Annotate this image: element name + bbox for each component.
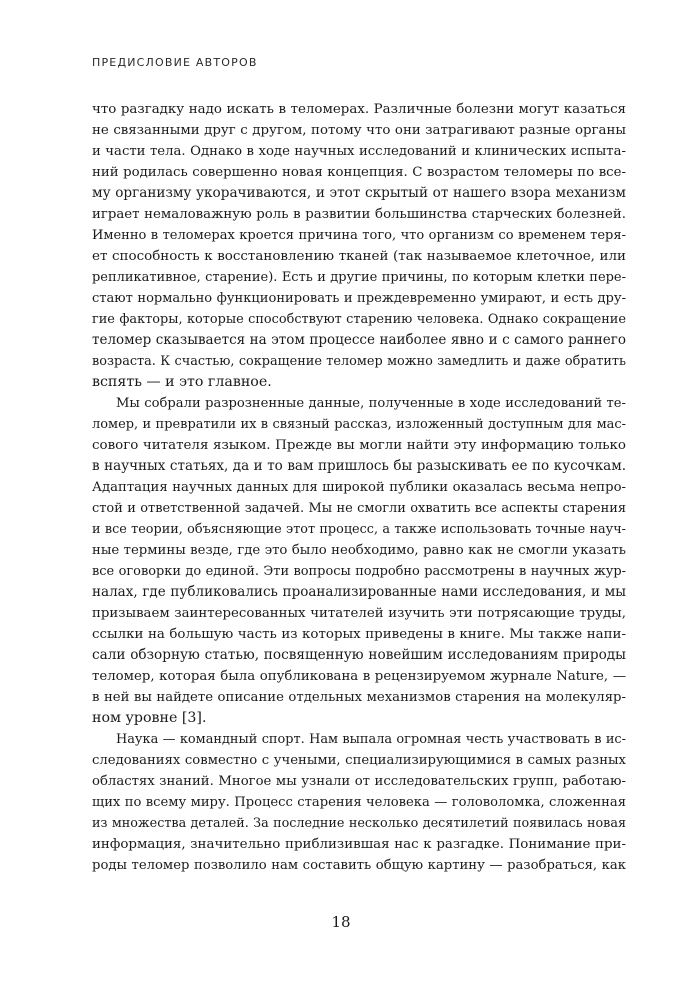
- text-line: играет немаловажную роль в развитии большинства старческих болезней.: [92, 207, 626, 222]
- text-line: Именно в теломерах кроется причина того, что организм со временем теря-: [92, 228, 626, 243]
- text-line: гие факторы, которые способствуют старению человека. Однако сокращение: [92, 312, 626, 327]
- text-line: Адаптация научных данных для широкой публики оказалась весьма непро-: [92, 480, 626, 495]
- text-line: Мы собрали разрозненные данные, полученные в ходе исследований те-: [116, 396, 626, 411]
- text-line: сали обзорную статью, посвященную новейшим исследованиям природы: [92, 647, 626, 663]
- text-line: и части тела. Однако в ходе научных исследований и клинических испыта-: [92, 144, 626, 159]
- text-line: информация, значительно приблизившая нас к разгадке. Понимание при-: [92, 837, 626, 852]
- text-line: и все теории, объясняющие этот процесс, а также использовать точные науч-: [92, 522, 626, 537]
- text-line: призываем заинтересованных читателей изучить эти потрясающие труды,: [92, 606, 626, 621]
- running-header: ПРЕДИСЛОВИЕ АВТОРОВ: [92, 56, 258, 69]
- text-line: роды теломер позволило нам составить общую картину — разобраться, как: [92, 858, 626, 873]
- text-line: теломер, которая была опубликована в рецензируемом журнале Nature, —: [92, 669, 626, 684]
- text-line: ломер, и превратили их в связный рассказ, изложенный доступным для мас-: [92, 417, 626, 432]
- text-line: из множества деталей. За последние несколько десятилетий появилась новая: [92, 816, 626, 831]
- text-line: му организму укорачиваются, и этот скрытый от нашего взора механизм: [92, 185, 626, 201]
- text-line: вспять — и это главное.: [92, 374, 272, 390]
- text-line: налах, где публиковались проанализированные нами исследования, и мы: [92, 584, 626, 600]
- text-line: ссылки на большую часть из которых приведены в книге. Мы также напи-: [92, 627, 626, 642]
- text-line: стой и ответственной задачей. Мы не смогли охватить все аспекты старения: [92, 501, 626, 516]
- text-line: не связанными друг с другом, потому что они затрагивают разные органы: [92, 123, 626, 138]
- paragraph-3: [92, 729, 626, 876]
- text-line: в научных статьях, да и то вам пришлось бы разыскивать ее по кусочкам.: [92, 458, 626, 474]
- text-line: теломер сказывается на этом процессе наиболее явно и с самого раннего: [92, 332, 626, 348]
- text-line: ет способность к восстановлению тканей (так называемое клеточное, или: [92, 249, 626, 264]
- text-line: следованиях совместно с учеными, специализирующимися в самых разных: [92, 753, 626, 768]
- text-line: все оговорки до единой. Эти вопросы подробно рассмотрены в научных жур-: [92, 564, 626, 579]
- text-line: щих по всему миру. Процесс старения человека — головоломка, сложенная: [92, 795, 626, 810]
- text-line: что разгадку надо искать в теломерах. Различные болезни могут казаться: [92, 102, 626, 117]
- text-line: Наука — командный спорт. Нам выпала огромная честь участвовать в ис-: [116, 732, 626, 747]
- text-line: ном уровне [3].: [92, 710, 207, 726]
- body-text: [92, 99, 626, 876]
- text-line: возраста. К счастью, сокращение теломер можно замедлить и даже обратить: [92, 354, 626, 369]
- text-line: областях знаний. Многое мы узнали от исследовательских групп, работаю-: [92, 774, 626, 789]
- paragraph-2: [92, 393, 626, 729]
- paragraph-1: [92, 99, 626, 393]
- text-line: в ней вы найдете описание отдельных механизмов старения на молекуляр-: [92, 690, 626, 705]
- text-line: стают нормально функционировать и преждевременно умирают, и есть дру-: [92, 291, 626, 306]
- text-line: ные термины везде, где это было необходимо, равно как не смогли указать: [92, 543, 626, 558]
- page-number: 18: [331, 913, 351, 931]
- text-line: репликативное, старение). Есть и другие причины, по которым клетки пере-: [92, 270, 626, 285]
- text-line: ний родилась совершенно новая концепция. С возрастом теломеры по все-: [92, 165, 626, 180]
- text-line: сового читателя языком. Прежде вы могли найти эту информацию только: [92, 438, 626, 453]
